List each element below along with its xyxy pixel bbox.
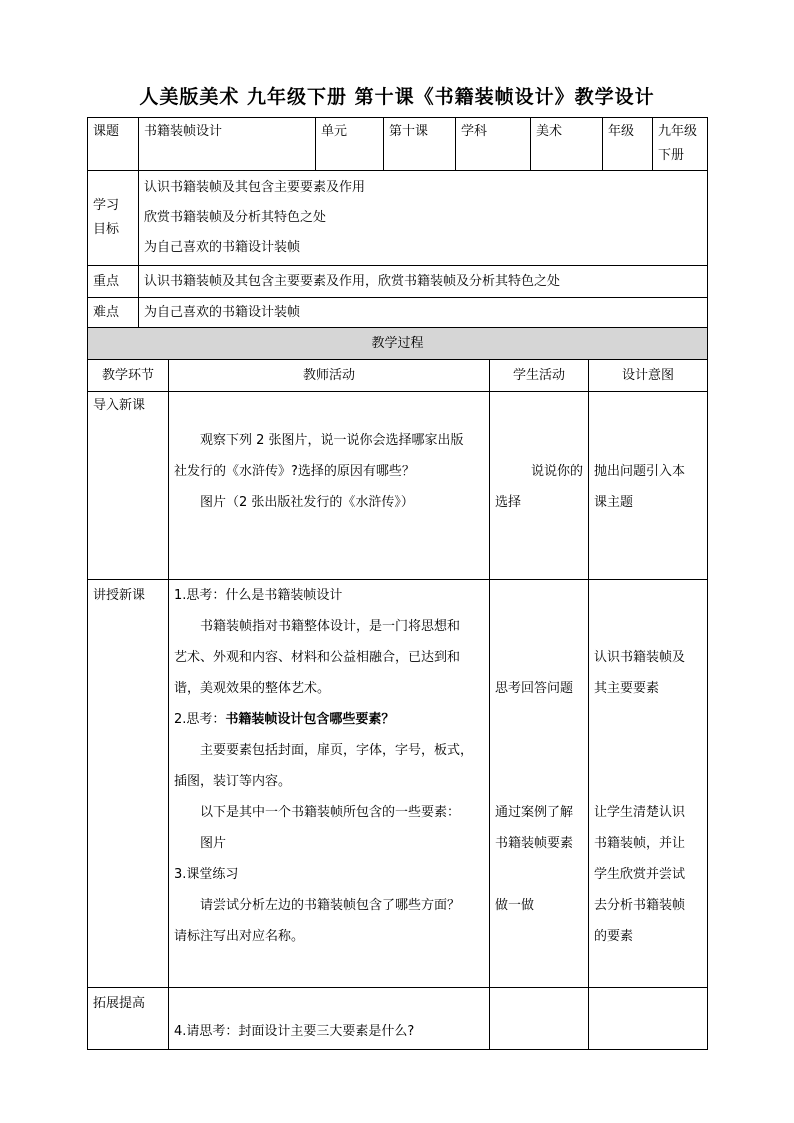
page-title: 人美版美术 九年级下册 第十课《书籍装帧设计》教学设计 (139, 86, 655, 108)
key-points-label: 重点 (88, 266, 139, 298)
column-header-intent: 设计意图 (589, 360, 708, 392)
process-header-row (88, 328, 708, 360)
new-lesson-stage: 讲授新课 (88, 580, 169, 988)
teacher-line: 插图，装订等内容。 (174, 774, 292, 789)
intent-line: 其主要要素 (594, 681, 660, 696)
intent-line: 让学生清楚认识 (594, 805, 686, 820)
intent-line: 学生欣赏并尝试 (594, 867, 686, 882)
new-lesson-row (88, 580, 708, 988)
difficult-points-value: 为自己喜欢的书籍设计装帧 (139, 298, 708, 329)
intro-row (88, 392, 708, 580)
teacher-line (174, 704, 484, 735)
objective-item: 为自己喜欢的书籍设计装帧 (144, 240, 301, 255)
extension-design-intent (589, 988, 708, 1050)
objectives-row (88, 171, 708, 266)
teacher-line: 艺术、外观和内容、材料和公益相融合，已达到和 (174, 650, 461, 665)
column-header-student: 学生活动 (490, 360, 589, 392)
process-header: 教学过程 (88, 328, 708, 360)
grade-value (653, 118, 708, 171)
topic-value: 书籍装帧设计 (139, 118, 316, 171)
intent-spacer (594, 704, 702, 797)
question-prefix: 2.思考： (174, 712, 226, 727)
intent-line: 书籍装帧，并让 (594, 836, 686, 851)
subject-label: 学科 (456, 118, 531, 171)
objectives-label-line-2: 目标 (93, 222, 120, 237)
teacher-line: 请标注写出对应名称。 (174, 929, 305, 944)
extension-stage: 拓展提高 (88, 988, 169, 1050)
grade-value-line-1: 九年级 (658, 124, 698, 139)
intro-teacher-line: 社发行的《水浒传》?选择的原因有哪些？ (174, 464, 415, 479)
question-bold: 书籍装帧设计包含哪些要素？ (225, 712, 395, 727)
info-row (88, 118, 708, 171)
intro-teacher-line: 图片（2 张出版社发行的《水浒传》） (200, 495, 414, 510)
column-header-teacher: 教师活动 (169, 360, 490, 392)
difficult-points-label: 难点 (88, 298, 139, 329)
objectives-list (139, 171, 708, 266)
extension-row (88, 988, 708, 1050)
intro-student-activity (490, 392, 589, 580)
intro-intent-line: 课主题 (594, 495, 634, 510)
objectives-label (88, 171, 139, 266)
teacher-line: 以下是其中一个书籍装帧所包含的一些要素： (200, 805, 461, 820)
student-line: 做一做 (495, 898, 535, 913)
teacher-line: 图片 (200, 836, 227, 851)
topic-label: 课题 (88, 118, 139, 171)
objective-item: 欣赏书籍装帧及分析其特色之处 (144, 210, 327, 225)
grade-label: 年级 (603, 118, 653, 171)
grade-value-line-2: 下册 (658, 148, 685, 163)
student-line: 通过案例了解 (495, 805, 574, 820)
teacher-line: 请尝试分析左边的书籍装帧包含了哪些方面？ (200, 898, 461, 913)
intro-teacher-line: 观察下列 2 张图片，说一说你会选择哪家出版 (200, 433, 464, 448)
subject-value: 美术 (531, 118, 603, 171)
teacher-line: 书籍装帧指对书籍整体设计，是一门将思想和 (200, 619, 461, 634)
intent-line: 的要素 (594, 929, 634, 944)
student-spacer (495, 704, 583, 797)
teacher-line: 主要要素包括封面，扉页，字体，字号，板式， (200, 743, 474, 758)
key-points-row (88, 266, 708, 298)
extension-teacher-activity (169, 988, 490, 1050)
new-lesson-teacher-activity (169, 580, 490, 988)
teacher-line: 3.课堂练习 (174, 867, 239, 882)
teacher-line: 谐，美观效果的整体艺术。 (174, 681, 331, 696)
objectives-label-line-1: 学习 (93, 198, 120, 213)
unit-label: 单元 (316, 118, 384, 171)
key-points-value: 认识书籍装帧及其包含主要要素及作用，欣赏书籍装帧及分析其特色之处 (139, 266, 708, 298)
intro-stage: 导入新课 (88, 392, 169, 580)
student-line: 书籍装帧要素 (495, 836, 574, 851)
intent-line: 认识书籍装帧及 (594, 650, 686, 665)
intent-line: 去分析书籍装帧 (594, 898, 686, 913)
student-spacer (495, 859, 583, 890)
intro-student-line: 选择 (495, 495, 522, 510)
intro-design-intent (589, 392, 708, 580)
new-lesson-design-intent (589, 580, 708, 988)
objective-item: 认识书籍装帧及其包含主要要素及作用 (144, 180, 366, 195)
intro-intent-line: 抛出问题引入本 (594, 464, 686, 479)
new-lesson-student-activity (490, 580, 589, 988)
extension-student-activity (490, 988, 589, 1050)
intro-student-line: 说说你的 (530, 464, 583, 479)
teacher-line: 1.思考：什么是书籍装帧设计 (174, 588, 343, 603)
column-header-stage: 教学环节 (88, 360, 169, 392)
lesson-info-table (87, 117, 708, 329)
difficult-points-row (88, 298, 708, 329)
teaching-process-table (87, 327, 708, 1050)
process-columns-row (88, 360, 708, 392)
intro-teacher-activity (169, 392, 490, 580)
unit-value: 第十课 (384, 118, 456, 171)
extension-teacher-line: 4.请思考：封面设计主要三大要素是什么? (174, 1024, 415, 1039)
student-line: 思考回答问题 (495, 681, 574, 696)
